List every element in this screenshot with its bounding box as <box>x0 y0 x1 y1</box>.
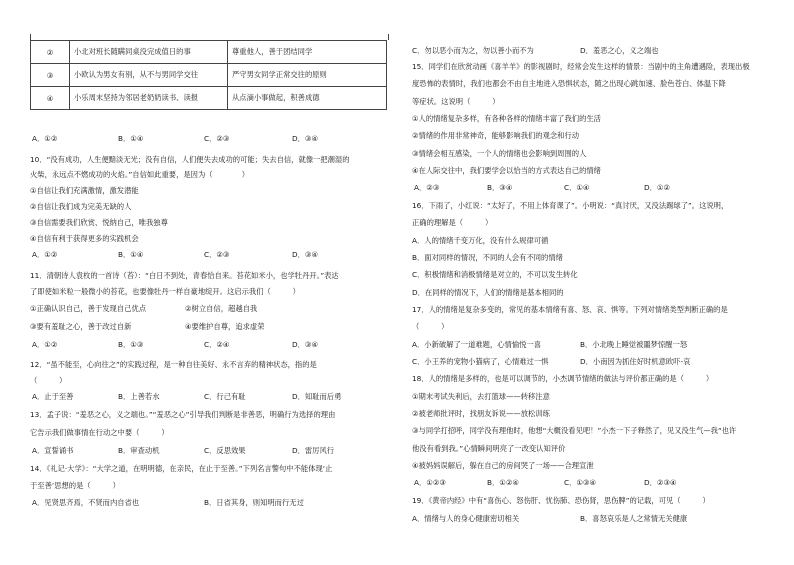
q10-stem: 10．“没有成功，人生便黯淡无光；没有自信，人们便失去成功的可能；失去自信，就像一把潮湿的 <box>30 155 350 164</box>
option-d: D．羞恶之心，义之端也 <box>580 46 659 55</box>
q18-item: ④被妈妈误解后，躲在自己的房间哭了一场——合理宣泄 <box>412 461 594 470</box>
table-row <box>31 64 387 87</box>
q15-item: ②情绪的作用非常神奇，能够影响我们的观念和行动 <box>412 131 580 140</box>
q11-item: ③要有羞耻之心，善于改过自新 <box>30 322 132 331</box>
q15-item: ①人的情绪复杂多样，有各种各样的情绪丰富了我们的生活 <box>412 114 601 123</box>
row-principle: 从点滴小事做起，积善成德 <box>228 87 387 110</box>
option-b: B．③④ <box>487 183 513 192</box>
q12-stem: （ ） <box>30 376 67 385</box>
q17-stem: （ ） <box>412 322 449 331</box>
option-d: D．在同样的情况下，人们的情绪是基本相同的 <box>412 288 564 297</box>
q15-stem: 15．同学们在欣赏动画《喜羊羊》的影视剧时，经常会发生这样的情景：当剧中的主角遭遇险，表现出极 <box>412 62 750 71</box>
option-b: B．喜怒哀乐是人之常情无关健康 <box>580 514 688 523</box>
q10-stem: 火柴，永远点不燃成功的火焰。”自信如此重要，是因为（ ） <box>30 170 250 179</box>
q18-item: 他没有看到我。”心情瞬间明亮了一改变认知评价 <box>412 444 566 453</box>
q13-stem: 它告示我们做事情在行动之中要（ ） <box>30 428 169 437</box>
option-a: A．①② <box>32 250 58 259</box>
option-a: A．宣誓诵书 <box>32 446 74 455</box>
q14-stem: 14．《礼记·大学》：“大学之道，在明明德，在亲民，在止于至善。”下列名言警句中不能体现‘止 <box>30 464 333 473</box>
q10-item: ③自信需要我们欣赏、悦纳自己，唯我独尊 <box>30 218 168 227</box>
option-c: C．①④ <box>564 183 590 192</box>
option-a: A．①② <box>32 134 58 143</box>
behavior-table <box>30 40 387 110</box>
q10-item: ①自信让我们充满激情，激发潜能 <box>30 186 139 195</box>
option-b: B．①④ <box>118 134 144 143</box>
option-a: A．②③ <box>414 183 440 192</box>
q15-item: ③情绪会相互感染，一个人的情绪也会影响到周围的人 <box>412 149 587 158</box>
q18-item: ②被老师批评时，找朋友诉说——放松训练 <box>412 409 550 418</box>
option-b: B．面对同样的情况，不同的人会有不同的情绪 <box>412 253 563 262</box>
q16-stem: 16．下雨了，小红说：“太好了，不用上体育课了”。小明说：“真讨厌，又没法踢球了”。这说明， <box>412 201 729 210</box>
option-b: B．审查动机 <box>118 446 160 455</box>
option-c: C．积极情绪和消极情绪是对立的，不可以发生转化 <box>412 270 578 279</box>
option-d: D．③④ <box>292 340 318 349</box>
option-c: C．②③ <box>204 250 230 259</box>
option-b: B．①③ <box>118 340 144 349</box>
option-c: C．②③ <box>204 134 230 143</box>
option-d: D．知耻而后勇 <box>292 392 342 401</box>
row-num: ③ <box>31 64 70 87</box>
row-principle: 尊重他人，善于团结同学 <box>228 41 387 64</box>
option-c: C．小王养的宠物小猫病了，心情难过一惧 <box>412 357 549 366</box>
option-d: D．③④ <box>292 250 318 259</box>
row-num: ④ <box>31 87 70 110</box>
table-row <box>31 87 387 110</box>
q10-item: ②自信让我们成为完美无缺的人 <box>30 202 132 211</box>
q15-item: ④在人际交往中，我们要学会以恰当的方式表达自己的情绪 <box>412 166 601 175</box>
option-c: C．勿以恶小而为之，勿以善小而不为 <box>412 46 534 55</box>
row-num: ② <box>31 41 70 64</box>
q11-stem: 11．清朝诗人袁枚的一首诗（苔）：“白日不到处，青春恰自来。苔花如米小，也学牡丹开。”表达 <box>30 271 339 280</box>
option-d: D．①② <box>644 183 670 192</box>
option-b: B．上善若水 <box>118 392 160 401</box>
q15-stem: 度恐怖的表情时，我们也都会不由自主地进入恐惧状态，随之出现心跳加速、脸色苍白、体温下降 <box>412 79 726 88</box>
option-d: D．雷厉风行 <box>292 446 335 455</box>
option-c: C．反思效果 <box>204 446 246 455</box>
q11-item: ④要维护自尊，追求虚荣 <box>185 322 265 331</box>
option-a: A．小新破解了一道难题，心情愉悦一喜 <box>412 340 542 349</box>
q16-stem: 正确的理解是（ ） <box>412 218 493 227</box>
q12-stem: 12．“虽不能至，心向往之”的实践过程，是一种自往美好、永不言弃的精神状态，指的是 <box>30 360 317 369</box>
q18-stem: 18．人的情绪是多样的，也是可以调节的，小杰调节情绪的做法与评价都正确的是（ ） <box>412 374 714 383</box>
option-b: B．①④ <box>118 250 144 259</box>
row-behavior: 小北对班长随瞒同桌没完成值日的事 <box>70 41 228 64</box>
q14-stem: 于至善’思想的是（ ） <box>30 481 120 490</box>
option-a: A．见贤思齐焉，不贤而内自省也 <box>32 498 140 507</box>
row-behavior: 小欧认为男女有别，从不与男同学交往 <box>70 64 228 87</box>
option-b: B．日省其身，则知明而行无过 <box>204 498 304 507</box>
option-b: B．①②④ <box>487 478 519 487</box>
q17-stem: 17．人的情绪是复杂多变的，常见的基本情绪有喜、怒、哀、惧等。下列对情绪类型判断正确的是 <box>412 305 728 314</box>
option-d: D．②③④ <box>644 478 677 487</box>
option-a: A．①② <box>32 340 58 349</box>
option-b: B．小北晚上睡觉被噩梦惊醒一怒 <box>580 340 688 349</box>
option-a: A．情绪与人的身心健康密切相关 <box>412 514 520 523</box>
option-d: D．小南因为抓住好时机意欧吓-哀 <box>580 357 691 366</box>
option-a: A．人的情绪千变万化，没有什么规律可循 <box>412 236 549 245</box>
option-c: C．行己有耻 <box>204 392 246 401</box>
q11-item: ②树立自信，超越自我 <box>185 304 258 313</box>
option-c: C．①③④ <box>564 478 597 487</box>
table-row <box>31 41 387 64</box>
q13-stem: 13．孟子说：“羞恶之心，义之端也。”“羞恶之心”引导我们判断是非善恶，明确行为选择的理由 <box>30 410 336 419</box>
q15-stem: 等症状。这说明（ ） <box>412 97 500 106</box>
option-a: A．①②③ <box>414 478 446 487</box>
row-behavior: 小乐周末坚持为邻居老奶奶读书、读报 <box>70 87 228 110</box>
q11-item: ①正确认识自己，善于发现自己优点 <box>30 304 146 313</box>
q11-stem: 了即使如米粒一般微小的苔花，也要像牡丹一样自豪地绽开。这启示我们（ ） <box>30 287 300 296</box>
q18-item: ③与同学打招呼，同学没有理他时，他想“大概没看见吧！”小杰一下子释然了，见又没生气—我“也许 <box>412 426 737 435</box>
option-a: A．止于至善 <box>32 392 74 401</box>
q18-item: ①期末考试失利后，去打篮球——转移注意 <box>412 392 550 401</box>
row-principle: 严守男女同学正常交往的原则 <box>228 64 387 87</box>
option-d: D．③④ <box>292 134 318 143</box>
option-c: C．②④ <box>204 340 230 349</box>
q10-item: ④自信有利于获得更多的实践机会 <box>30 234 139 243</box>
q19-stem: 19．《黄帝内经》中有“喜伤心、怒伤肝、忧伤肺、恐伤肾，思伤脾”的记载，可见（ ） <box>412 496 710 505</box>
